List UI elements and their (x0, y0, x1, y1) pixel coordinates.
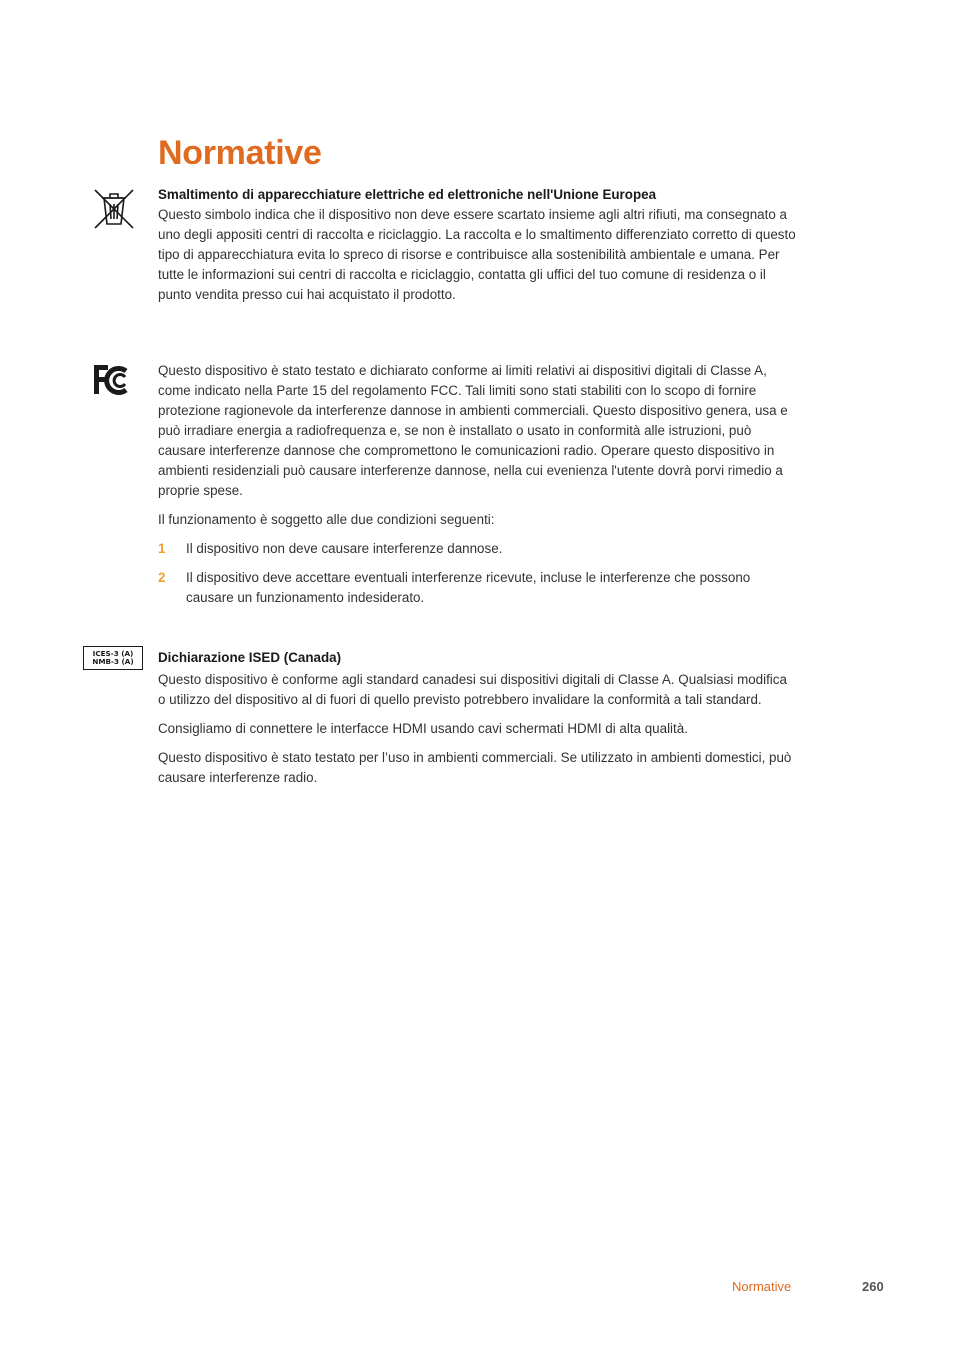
list-item-number: 2 (158, 570, 166, 585)
ised-paragraph-3: Questo dispositivo è stato testato per l’uso in ambienti commerciali. Se utilizzato in ambienti domestici, può causare interferenze radio. (158, 750, 792, 785)
ices-nmb-badge (83, 646, 143, 670)
crossed-bin-icon (93, 188, 135, 230)
nmb-label: NMB-3 (A) (92, 657, 134, 666)
weee-paragraph: Questo simbolo indica che il dispositivo non deve essere scartato insieme agli altri rifiuti, ma consegnato a uno degli appositi centri di raccolta e riciclaggio. La raccolta e lo smaltimento differenziato corretto di questo tipo di apparecchiatura evita lo spreco di risorse e contribuisce alla sostenibilità ambientale e umana. Per tutte le informazioni sui centri di raccolta e riciclaggio, contatta gli uffici del tuo comune di residenza o il punto vendita presso cui hai acquistato il prodotto. (158, 207, 796, 302)
ised-paragraph-1: Questo dispositivo è conforme agli standard canadesi sui dispositivi digitali di Classe A. Qualsiasi modifica o utilizzo del dispositivo al di fuori di quello previsto potrebbero invalidare la conformità a tali standard. (158, 672, 787, 707)
weee-heading: Smaltimento di apparecchiature elettriche ed elettroniche nell'Unione Europea (158, 187, 657, 202)
fcc-conditions-list (158, 539, 798, 608)
list-item (158, 539, 798, 559)
weee-section (158, 185, 798, 305)
list-item-number: 1 (158, 541, 166, 556)
page-title: Normative (158, 134, 322, 172)
list-item-text: Il dispositivo non deve causare interferenze dannose. (186, 541, 503, 556)
footer-page-number: 260 (862, 1279, 884, 1294)
ised-section (158, 648, 798, 788)
fcc-conditions-intro: Il funzionamento è soggetto alle due condizioni seguenti: (158, 512, 495, 527)
ised-paragraph-2: Consigliamo di connettere le interfacce HDMI usando cavi schermati HDMI di alta qualità. (158, 721, 688, 736)
ices-label: ICES-3 (A) (92, 648, 134, 658)
ised-heading: Dichiarazione ISED (Canada) (158, 650, 342, 665)
list-item-text: Il dispositivo deve accettare eventuali interferenze ricevute, incluse le interferenze che possono causare un funzionamento indesiderato. (186, 570, 751, 605)
list-item (158, 568, 798, 608)
fcc-logo-icon (93, 363, 133, 396)
fcc-paragraph: Questo dispositivo è stato testato e dichiarato conforme ai limiti relativi ai dispositivi digitali di Classe A, come indicato nella Parte 15 del regolamento FCC. Tali limiti sono stati stabiliti con lo scopo di fornire protezione ragionevole da interferenze dannose in ambienti commerciali. Questo dispositivo genera, usa e può irradiare energia a radiofrequenza e, se non è installato o usato in conformità alle istruzioni, può causare interferenze dannose che compromettono le comunicazioni radio. Operare questo dispositivo in ambienti residenziali può causare interferenze dannose, nella cui evenienza l'utente dovrà porvi rimedio a proprie spese. (158, 363, 788, 498)
footer-section-name: Normative (732, 1279, 792, 1294)
fcc-section (158, 361, 798, 608)
